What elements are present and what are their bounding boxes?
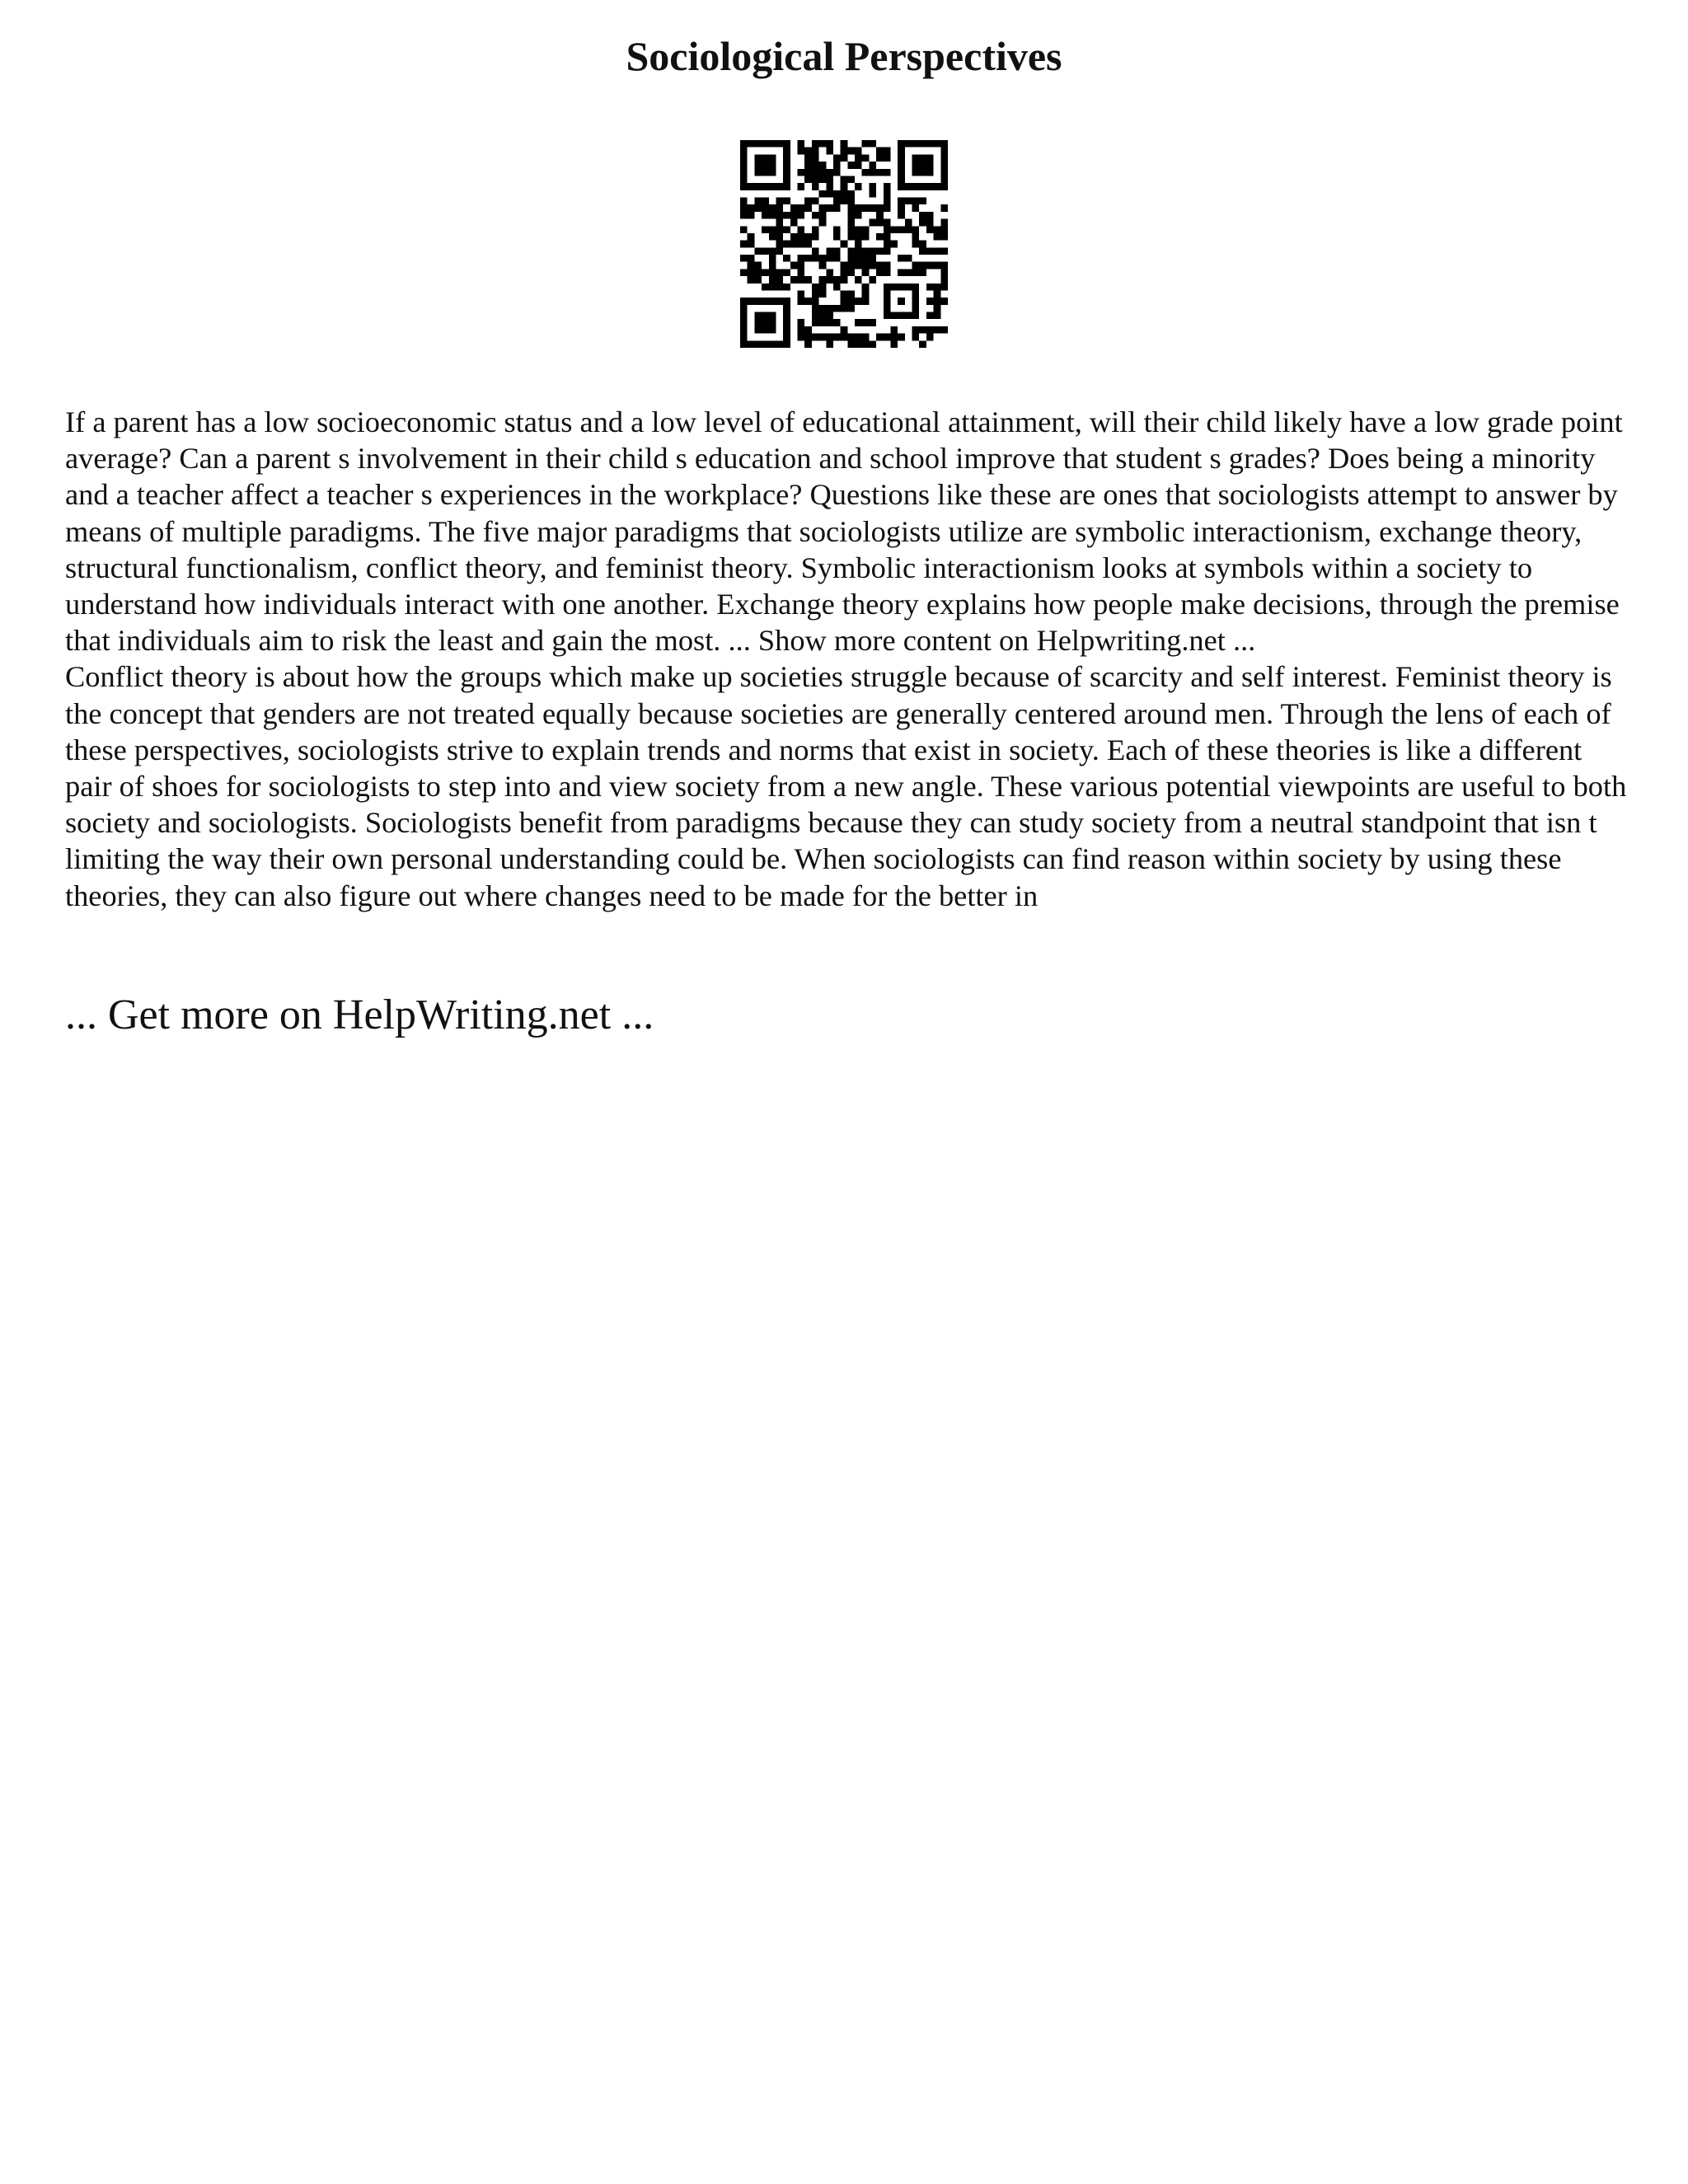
paragraph-conflict-theory: Conflict theory is about how the groups which make up societies struggle because of scarcity and self interest. Feminist theory is the concept that genders are not treated equally because societies are generally centered around men. Through the lens of each of these perspectives, sociologists strive to explain trends and norms that exist in society. Each of these theories is like a different pair of shoes for sociologists to step into and view society from a new angle. These various potential viewpoints are useful to both society and sociologists. Sociologists benefit from paradigms because they can study society from a neutral standpoint that isn t limiting the way their own personal understanding could be. When sociologists can find reason within society by using these theories, they can also figure out where changes need to be made for the better in: [65, 660, 1627, 912]
get-more-link[interactable]: ... Get more on HelpWriting.net ...: [65, 991, 654, 1038]
qr-code-icon: [740, 140, 948, 348]
document-title: Sociological Perspectives: [626, 33, 1062, 79]
paragraph-intro: If a parent has a low socioeconomic status and a low level of educational attainment, will their child likely have a low grade point average? Can a parent s involvement in their child s education and school improve that student s grades? Does being a minority and a teacher affect a teacher s experiences in the workplace? Questions like these are ones that sociologists attempt to answer by means of multiple paradigms. The five major paradigms that sociologists utilize are symbolic interactionism, exchange theory, structural functionalism, conflict theory, and feminist theory. Symbolic interactionism looks at symbols within a society to understand how individuals interact with one another. Exchange theory explains how people make decisions, through the premise that individuals aim to risk the least and gain the most. ... Show more content on Helpwriting.net ...: [65, 405, 1623, 658]
document-body: [65, 404, 1631, 914]
